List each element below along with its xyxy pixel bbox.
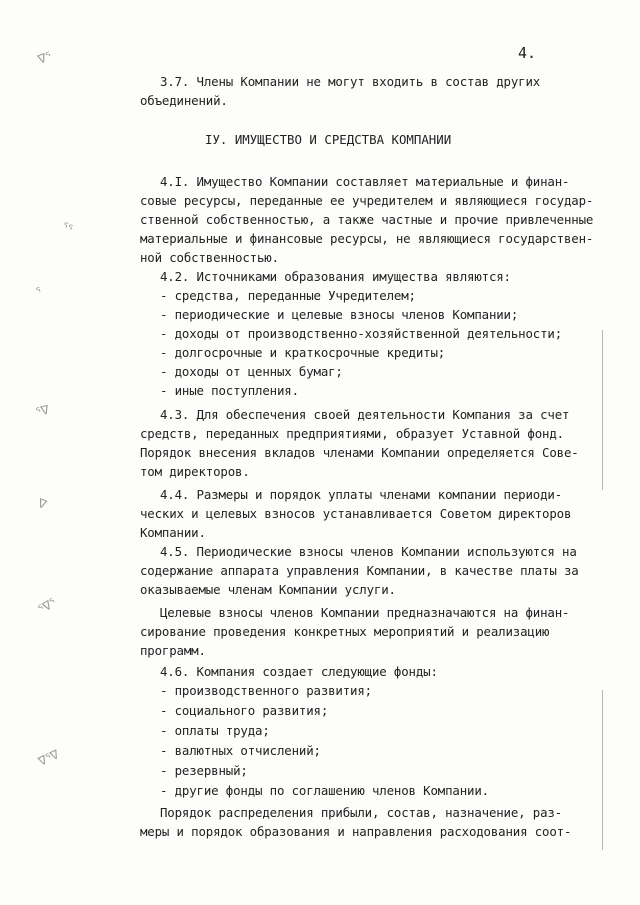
text-line: меры и порядок образования и направления расходования соот-: [140, 824, 572, 839]
text-line: Порядок распределения прибыли, состав, назначение, раз-: [160, 805, 563, 820]
list-item: - доходы от производственно-хозяйственной деятельности;: [160, 326, 563, 341]
text-line: 4.3. Для обеспечения своей деятельности Компания за счет: [160, 407, 570, 422]
text-line: Целевые взносы членов Компании предназначаются на финан-: [160, 605, 570, 620]
margin-mark: ᕐ: [34, 284, 43, 300]
list-item: - социального развития;: [160, 703, 329, 718]
text-line: средств, переданных предприятиями, образует Уставной фонд.: [140, 426, 564, 441]
list-item: - производственного развития;: [160, 683, 372, 698]
list-item: - иные поступления.: [160, 383, 299, 398]
text-line: совые ресурсы, переданные ее учредителем и являющиеся государ-: [140, 193, 594, 208]
text-line: 4.6. Компания создает следующие фонды:: [160, 664, 438, 679]
text-line: объединений.: [140, 93, 228, 108]
text-line: ческих и целевых взносов устанавливается Советом директоров: [140, 506, 572, 521]
list-item: - оплаты труда;: [160, 723, 270, 738]
list-item: - валютных отчислений;: [160, 743, 321, 758]
text-line: 4.4. Размеры и порядок уплаты членами компании периоди-: [160, 487, 563, 502]
text-line: ной собственностью.: [140, 250, 279, 265]
page-edge-line: [602, 690, 603, 850]
margin-mark: ᐁᕐ: [36, 49, 54, 67]
text-line: 4.5. Периодические взносы членов Компании используются на: [160, 544, 577, 559]
text-line: Компании.: [140, 525, 206, 540]
text-line: ственной собственностью, а также частные и прочие привлеченные: [140, 212, 594, 227]
text-line: 4.2. Источниками образования имущества являются:: [160, 269, 511, 284]
list-item: - средства, переданные Учредителем;: [160, 288, 416, 303]
margin-mark: ᕐᐁ: [34, 402, 51, 420]
text-line: программ.: [140, 643, 206, 658]
list-item: - долгосрочные и краткосрочные кредиты;: [160, 345, 446, 360]
text-line: материальные и финансовые ресурсы, не являющиеся государствен-: [140, 231, 594, 246]
margin-mark: ᕐᐁᕐ: [35, 595, 59, 617]
page-number: 4.: [518, 44, 537, 62]
text-line: содержание аппарата управления Компании, в качестве платы за: [140, 563, 579, 578]
text-line: том директоров.: [140, 464, 250, 479]
text-line: 4.I. Имущество Компании составляет материальные и финан-: [160, 174, 570, 189]
text-line: сирование проведения конкретных мероприятий и реализацию: [140, 624, 550, 639]
text-line: Порядок внесения вкладов членами Компании определяется Сове-: [140, 445, 579, 460]
margin-mark: ᐁ: [35, 496, 49, 512]
page-edge-line: [602, 330, 603, 490]
section-heading: IУ. ИМУЩЕСТВО И СРЕДСТВА КОМПАНИИ: [205, 132, 452, 147]
list-item: - другие фонды по соглашению членов Компании.: [160, 783, 489, 798]
text-line: оказываемые членам Компании услуги.: [140, 582, 396, 597]
list-item: - периодические и целевые взносы членов Компании;: [160, 307, 519, 322]
margin-mark: ᕐᕐ: [59, 219, 75, 237]
list-item: - доходы от ценных бумаг;: [160, 364, 343, 379]
list-item: - резервный;: [160, 763, 248, 778]
text-line: 3.7. Члены Компании не могут входить в состав других: [160, 74, 541, 89]
margin-mark: ᐁᕐᐁ: [36, 747, 62, 769]
